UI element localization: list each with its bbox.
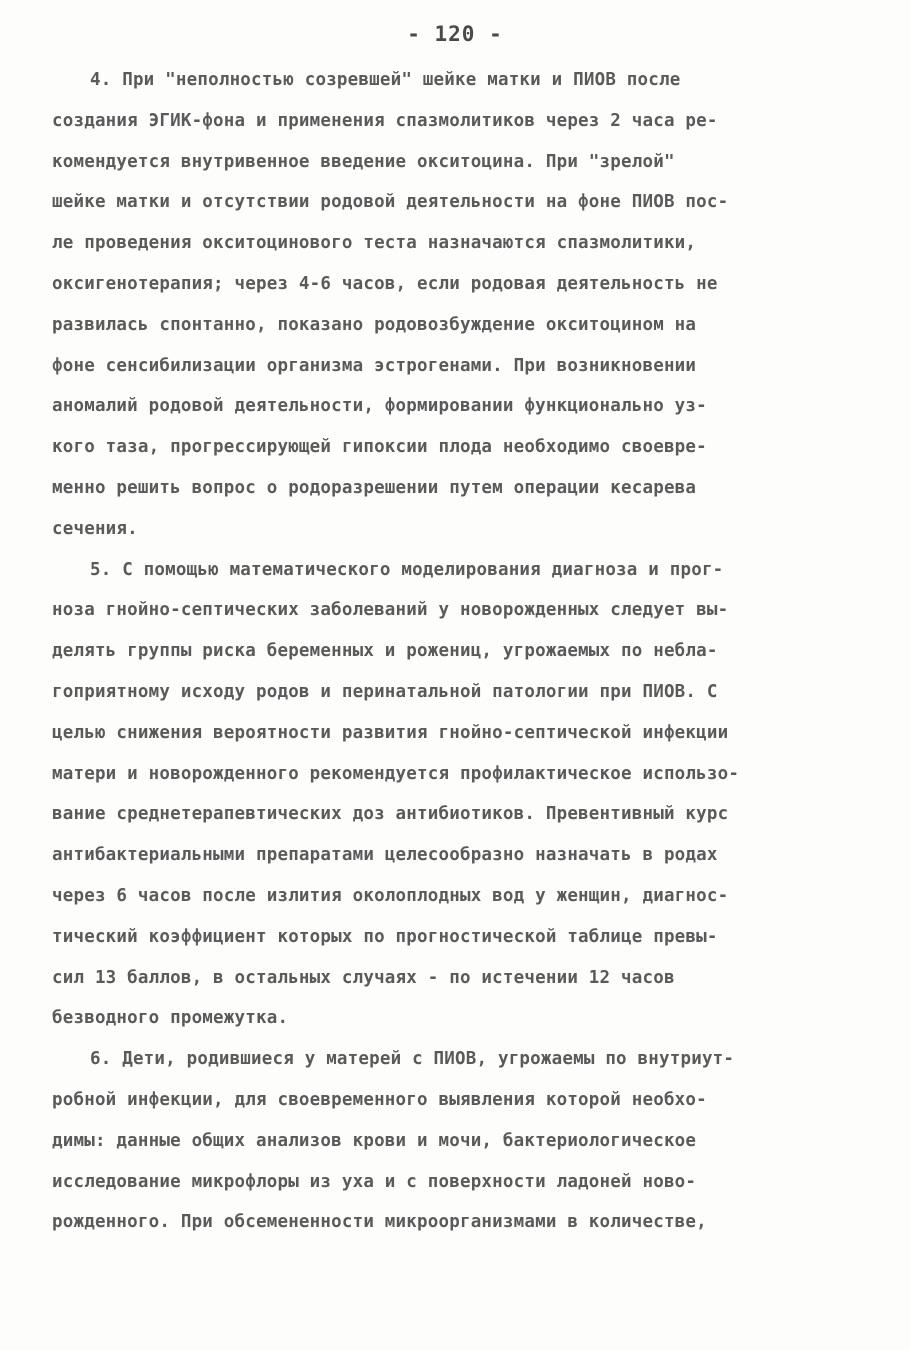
text-line: аномалий родовой деятельности, формировании функционально уз-: [52, 396, 707, 417]
text-line: оксигенотерапия; через 4-6 часов, если родовая деятельность не: [52, 273, 718, 294]
text-line: создания ЭГИК-фона и применения спазмолитиков через 2 часа ре-: [52, 110, 718, 131]
text-line: развилась спонтанно, показано родовозбуждение окситоцином на: [52, 314, 697, 335]
document-body: [52, 60, 852, 1243]
text-line: 6. Дети, родившиеся у матерей с ПИОВ, угрожаемы по внутриут-: [90, 1049, 735, 1070]
text-line: вание среднетерапевтических доз антибиотиков. Превентивный курс: [52, 804, 729, 825]
text-line: комендуется внутривенное введение окситоцина. При "зрелой": [52, 151, 675, 172]
text-line: фоне сенсибилизации организма эстрогенами. При возникновении: [52, 355, 697, 376]
text-line: целью снижения вероятности развития гнойно-септической инфекции: [52, 722, 729, 743]
paragraph-6: [52, 1039, 852, 1243]
text-line: менно решить вопрос о родоразрешении путем операции кесарева: [52, 477, 697, 498]
text-line: безводного промежутка.: [52, 1008, 289, 1029]
text-line: 4. При "неполностью созревшей" шейке матки и ПИОВ после: [90, 70, 681, 90]
text-line: антибактериальными препаратами целесообразно назначать в родах: [52, 845, 718, 866]
text-line: димы: данные общих анализов крови и мочи, бактериологическое: [52, 1130, 697, 1151]
text-line: ле проведения окситоцинового теста назначаются спазмолитики,: [52, 233, 697, 254]
text-line: рожденного. При обсемененности микроорганизмами в количестве,: [52, 1212, 707, 1233]
text-line: робной инфекции, для своевременного выявления которой необхо-: [52, 1089, 707, 1110]
text-line: исследование микрофлоры из уха и с поверхности ладоней ново-: [52, 1171, 697, 1192]
text-line: 5. С помощью математического моделирования диагноза и прог-: [90, 559, 724, 580]
text-line: матери и новорожденного рекомендуется профилактическое использо-: [52, 763, 740, 784]
text-line: через 6 часов после излития околоплодных вод у женщин, диагнос-: [52, 885, 729, 906]
text-line: гоприятному исходу родов и перинатальной патологии при ПИОВ. С: [52, 681, 718, 702]
text-line: шейке матки и отсутствии родовой деятельности на фоне ПИОВ пос-: [52, 192, 729, 213]
paragraph-5: [52, 550, 852, 1040]
text-line: сил 13 баллов, в остальных случаях - по истечении 12 часов: [52, 967, 675, 988]
page-number: - 120 -: [407, 22, 503, 46]
text-line: кого таза, прогрессирующей гипоксии плода необходимо своевре-: [52, 437, 707, 458]
paragraph-4: [52, 60, 852, 550]
text-line: тический коэффициент которых по прогностической таблице превы-: [52, 926, 718, 947]
text-line: ноза гнойно-септических заболеваний у новорожденных следует вы-: [52, 600, 729, 621]
text-line: делять группы риска беременных и рожениц, угрожаемых по небла-: [52, 641, 718, 662]
text-line: сечения.: [52, 518, 138, 539]
